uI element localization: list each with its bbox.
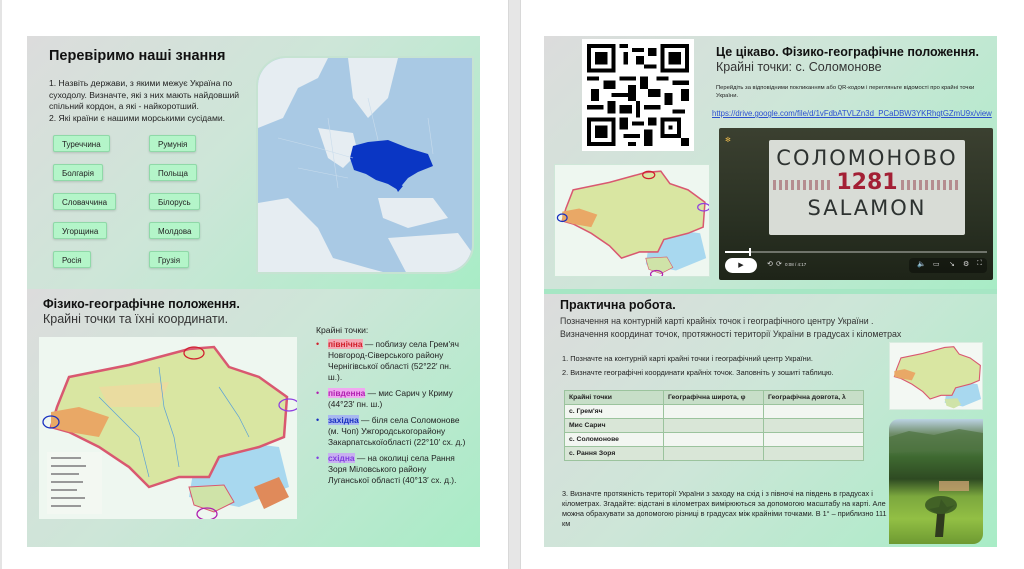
slide-check-knowledge [27, 36, 480, 289]
extreme-point-south: • південна — мис Сарич у Криму (44°23′ пн. ш.) [316, 388, 453, 409]
europe-map-icon [258, 58, 474, 274]
extreme-points-list [316, 325, 466, 491]
table-header: Географічна довгота, λ [764, 391, 864, 405]
slide-title: Це цікаво. Фізико-географічне положення. [716, 45, 979, 59]
video-progress-bar[interactable] [725, 251, 987, 253]
rewind-icon[interactable]: ⟲ [767, 261, 773, 268]
task-steps [562, 352, 834, 380]
radio-svoboda-logo: ✻ [725, 137, 731, 144]
slide-subtitle: Крайні точки: с. Соломонове [716, 60, 882, 74]
coordinates-table [564, 390, 864, 461]
table-header: Географічна широта, φ [664, 391, 764, 405]
progress-knob[interactable] [749, 248, 751, 256]
extreme-point-east: • східна — на околиці села Рання Зоря Міловського району Луганської області (40°13′ сх. д.). [316, 453, 457, 485]
table-row: с. Рання Зоря [565, 447, 864, 461]
country-tag[interactable]: Білорусь [149, 193, 200, 210]
country-tag[interactable]: Румунія [149, 135, 196, 152]
landscape-image-icon [889, 419, 983, 544]
country-tag[interactable]: Словаччина [53, 193, 116, 210]
fullscreen-icon[interactable]: ⛶ [977, 260, 982, 267]
table-header: Крайні точки [565, 391, 664, 405]
slide-subtitle: Позначення на контурній карті крайніх точок і географічного центру України . Визначення координат точок, протяжності території України в градусах і кілометрах [560, 316, 902, 339]
slide-title: Практична робота. [560, 298, 676, 312]
bullet-icon: • [316, 415, 320, 425]
extreme-points-heading: Крайні точки: [316, 325, 369, 335]
carpathian-landscape-photo [889, 419, 983, 544]
table-row: с. Соломонове [565, 433, 864, 447]
task-3: 3. Визначте протяжність території України з заходу на схід і з півночі на південь в градусах і кілометрах. Згадайте: відстані в кілометрах вимірюються за допомогою масштабу на карті. Але можна обрахувати за допомогою різниці в градусах між крайніми точками. В 1° – приблизно 111 км [562, 489, 887, 528]
pip-icon[interactable]: ↘ [949, 261, 955, 268]
europe-map-image [256, 56, 474, 274]
slide-title: Перевіримо наші знання [49, 48, 226, 64]
country-tag[interactable]: Грузія [149, 251, 189, 268]
country-tag[interactable]: Угорщина [53, 222, 107, 239]
country-tag[interactable]: Болгарія [53, 164, 103, 181]
bullet-icon: • [316, 388, 320, 398]
slide-title: Фізико-географічне положення. [43, 297, 240, 311]
slide-physical-geography [27, 289, 480, 547]
video-player[interactable] [719, 128, 993, 280]
slide-subtitle: Крайні точки та їхні координати. [43, 312, 229, 326]
ukraine-physical-map [39, 337, 297, 519]
village-sign: СОЛОМОНОВО 1281 SALAMON [769, 140, 965, 235]
step-1: 1. Позначте на контурній карті крайні точки і географічний центр України. [562, 354, 813, 363]
country-tag[interactable]: Росія [53, 251, 91, 268]
extreme-point-north: • північна — поблизу села Грем'яч Новгород-Сіверського району Чернігівської області (52°22′ пн. ш.). [316, 339, 460, 382]
qr-code-icon [587, 44, 689, 146]
table-row: с. Грем'яч [565, 405, 864, 419]
play-button[interactable]: ▶ [725, 258, 757, 273]
drive-link[interactable]: https://drive.google.com/file/d/1vFdbATVLZn3d_PCaDBW3YKRhqtGZmU9x/view [712, 109, 992, 118]
question-2: 2. Які країни є нашими морськими сусідами. [49, 113, 226, 123]
question-1: 1. Назвіть держави, з якими межує Україна по суходолу. Визначте, які з них мають найдовший спільний кордон, а які - найкоротший. [49, 78, 240, 111]
country-tag[interactable]: Польща [149, 164, 197, 181]
qr-code[interactable] [582, 39, 694, 151]
volume-icon[interactable]: 🔈 [917, 261, 926, 268]
slide-interesting-solomonove [544, 36, 997, 289]
forward-icon[interactable]: ⟳ [776, 261, 782, 268]
ukraine-map-icon [890, 343, 983, 410]
bullet-icon: • [316, 339, 320, 349]
settings-icon[interactable]: ⚙ [963, 261, 970, 268]
video-time: 0:08 / 4:17 [785, 262, 807, 267]
slide-practical-work [544, 289, 997, 547]
ukraine-physical-map-small [554, 164, 710, 277]
ukraine-map-icon [555, 165, 710, 277]
step-2: 2. Визначте географічні координати крайніх точок. Заповніть у зошиті таблицю. [562, 368, 834, 377]
table-row: Мис Сарич [565, 419, 864, 433]
country-tag[interactable]: Туреччина [53, 135, 110, 152]
ornament-right [901, 180, 961, 190]
ukraine-map-thumbnail [889, 342, 983, 410]
page-gutter [508, 0, 521, 569]
bullet-icon: • [316, 453, 320, 463]
ornament-left [773, 180, 833, 190]
country-tag[interactable]: Молдова [149, 222, 200, 239]
ukraine-map-icon [39, 337, 297, 519]
captions-icon[interactable]: ▭ [933, 261, 940, 268]
video-right-controls [909, 258, 987, 273]
video-controls [725, 258, 987, 274]
instruction-text: Перейдіть за відповідними покликанням або QR-кодом і перегляньте відомості про крайні точки України. [716, 85, 975, 99]
extreme-point-west: • західна — біля села Соломонове (м. Чоп) Ужгородськогорайону Закарпатськоїобласті (22°10′ сх. д.) [316, 415, 466, 447]
